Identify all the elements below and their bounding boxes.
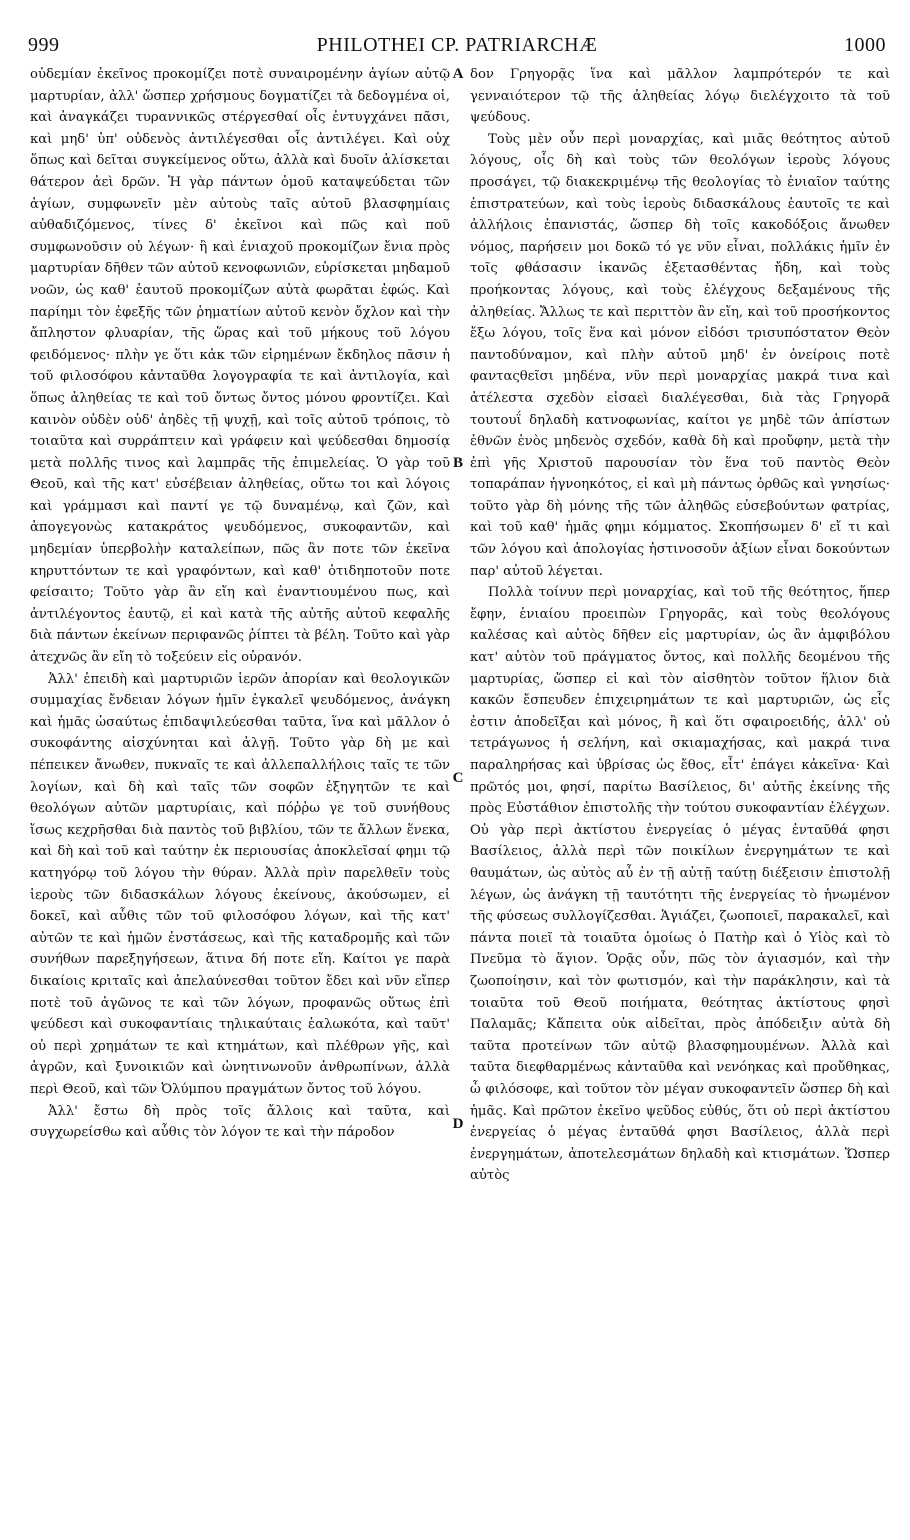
margin-letter-c: C [452, 770, 464, 786]
paragraph: Πολλὰ τοίνυν περὶ μοναρχίας, καὶ τοῦ τῆς θεότητος, ἥπερ ἔφην, ἑνιαίου προειπὼν Γρηγορᾶς, καὶ τοὺς θεολόγους καλέσας καὶ αὐτὸς δῆθεν εἰς μαρτυρίαν, ὡς ἂν ἀμφιβόλου κατ' αὐτὸν τοῦ πράγματος ὄντος, καὶ πολλῆς δεομένου τῆς μαρτυρίας, ὥσπερ εἰ καὶ τὸν αἰσθητὸν τοῦτον ἥλιον διὰ κακῶν ἔσπευδεν ἐπιχειρημάτων τε καὶ μαρτυριῶν, ὡς εἷς ἐστιν ἀποδεῖξαι καὶ μόνος, ἢ καὶ ὅτι σφαιροειδής, ἀλλ' οὐ τετράγωνος ἡ σελήνη, καὶ σκιαμαχήσας, καὶ μακρά τινα παραληρήσας καὶ ὑβρίσας ὡς ἔθος, εἶτ' ἐπάγει κἀκεῖνα· Καὶ πρῶτός μοι, φησί, παρίτω Βασίλειος, δι' αὐτῆς ἐκείνης τῆς πρὸς Εὐστάθιον ἐπιστολῆς τὴν τούτου συκοφαντίαν ἐλέγχων. Οὐ γὰρ περὶ ἀκτίστου ἐνεργείας ὁ μέγας ἐνταῦθά φησι Βασίλειος, ἀλλὰ περὶ τῶν ποικίλων ἐνεργημάτων τε καὶ θαυμάτων, ὡς αὐτὸς αὖ ἐν τῇ αὐτῇ ταύτῃ διέξεισιν ἐπιστολῇ λέγων, ὡς ἀνάγκη τῇ ταυτότητι τῆς ἐνεργείας τὸ ἡνωμένον τῆς φύσεως συλλογίζεσθαι. Ἁγιάζει, ζωοποιεῖ, παρακαλεῖ, καὶ πάντα ποιεῖ τὰ τοιαῦτα ὁμοίως ὁ Πατὴρ καὶ ὁ Υἱὸς καὶ τὸ Πνεῦμα τὸ ἅγιον. Ὁρᾷς οὖν, πῶς τὸν ἁγιασμόν, καὶ τὴν ζωοποίησιν, καὶ τὸν φωτισμόν, καὶ τὴν παράκλησιν, καὶ τὰ τοιαῦτα τοῦ Θεοῦ ποιήματα, θεότητας ἀκτίστους φησὶ Παλαμᾶς; Κἄπειτα οὐκ αἰδεῖται, πρὸς ἀπόδειξιν αὐτὰ δὴ ταῦτα προτείνων τῶν αὐτῷ βλασφημουμένων. Ἀλλὰ καὶ ταῦτα διεφθαρμένως κἀνταῦθα καὶ νενόηκας καὶ προὔθηκας, ὦ φιλόσοφε, καὶ τοῦτον τὸν μέγαν συκοφαντεῖν ὥσπερ δὴ καὶ ἡμᾶς. Καὶ πρῶτον ἐκεῖνο ψεῦδος εὐθύς, ὅτι οὐ περὶ ἀκτίστου ἐνεργείας ὁ μέγας ἐνταῦθά φησι Βασίλειος, ἀλλὰ περὶ ἐνεργημάτων, ἀποτελεσμάτων δηλαδὴ καὶ κτισμάτων. Ὥσπερ αὐτὸς [470, 585, 890, 1184]
paragraph: Τοὺς μὲν οὖν περὶ μοναρχίας, καὶ μιᾶς θεότητος αὐτοῦ λόγους, οἷς δὴ καὶ τοὺς τῶν θεολόγων ἱεροὺς λόγους προσάγει, τῷ διακεκριμένῳ τῆς θεολογίας τὸ ἑνιαῖον ταύτης ἐπιστρατεύων, καὶ τοὺς ἱεροὺς διδασκάλους ἑαυτοῖς τε καὶ ἀλλήλοις ἐπανιστάς, ὥσπερ δὴ τοῖς κακοδόξοις ἄνωθεν νόμος, παρήσειν μοι δοκῶ τό γε νῦν εἶναι, πολλάκις ἡμῖν ἐν τοῖς φθάσασιν ἱκανῶς ἐξετασθέντας ἤδη, καὶ τοὺς προήκοντας λόγους, καὶ τοὺς ἐλέγχους δεξαμένους τῆς ἀληθείας. Ἄλλως τε καὶ περιττὸν ἂν εἴη, καὶ τοῦ προσήκοντος ἔξω λόγου, τοῖς ἕνα καὶ μόνον εἰδόσι τρισυπόστατον Θεὸν παντοδύναμον, καὶ πλὴν αὐτοῦ μηδ' ἐν ὀνείροις ποτὲ φανταςθεῖσι μηδένα, νῦν περὶ μοναρχίας μακρά τινα καὶ ἀτέλεστα σχεδὸν εἰσαεὶ διαλέγεσθαι, διὰ τὰς Γρηγορᾶ τουτουΐ δηλαδὴ κατνοφωνίας, καίτοι γε μηδὲ τῶν ἀπίστων ἐθνῶν ἑνὸς μηδενὸς σχεδόν, καθὰ δὴ καὶ προὔφην, μετὰ τὴν ἐπὶ γῆς Χριστοῦ παρουσίαν τὸν ἕνα τοῦ παντὸς Θεὸν τοπαράπαν ἠγνοηκότος, εἰ καὶ μὴ πάντως ὀρθῶς καὶ γνησίως· τοῦτο γὰρ δὴ μόνης τῆς τῶν ἀληθῶς εὐσεβούντων φατρίας, καὶ τοῦ καθ' ἡμᾶς φημι κόμματος. Σκοπήσωμεν δ' εἴ τι καὶ τῶν λόγου καὶ ἀπολογίας ἡστινοσοῦν ἀξίων εἶναι δοκούντων παρ' αὐτοῦ λέγεται. [470, 131, 890, 579]
page-number-left: 999 [28, 34, 60, 56]
page-number-right: 1000 [844, 34, 886, 56]
left-text-column [30, 64, 450, 1519]
paragraph: Ἀλλ' ἐπειδὴ καὶ μαρτυριῶν ἱερῶν ἀπορίαν καὶ θεολογικῶν συμμαχίας ἔνδειαν λόγων ἡμῖν ἐγκαλεῖ ψευδόμενος, ἀνάγκη καὶ ἡμᾶς ὡσαύτως ἐπιδαψιλεύεσθαι ταῦτα, ἵνα καὶ μᾶλλον ὁ συκοφάντης αἰσχύνηται καὶ ἀλγῇ. Τοῦτο γὰρ δὴ με καὶ πέπεικεν ἄνωθεν, πυκναῖς τε καὶ ἀλλεπαλλήλοις ταῖς τε τῶν λογίων, καὶ δὴ καὶ ταῖς τῶν σοφῶν ἐξηγητῶν τε καὶ θεολόγων αὐτῶν μαρτυρίαις, καὶ πόῤῥω γε τοῦ συνήθους ἴσως κεχρῆσθαι διὰ παντὸς τοῦ βιβλίου, τῶν τε ἄλλων ἕνεκα, καὶ δὴ καὶ τοῦ καὶ ταύτην ἐκ περιουσίας ἀποκλεῖσαί φημι τῷ κατηγόρῳ τοῦ λόγου τὴν θύραν. Ἀλλὰ πρὶν παρελθεῖν τοὺς ἱεροὺς τῶν διδασκάλων λόγους ἐκείνους, ἀκούσωμεν, εἰ δοκεῖ, καὶ αὖθις τῶν τοῦ φιλοσόφου λόγων, καὶ τῆς κατ' αὐτῶν τε καὶ ἡμῶν ἐνστάσεως, καὶ τῆς καταδρομῆς καὶ τῶν συνήθων παρεξηγήσεων, ἅτινα δή ποτε εἴη. Καίτοι γε παρὰ δικαίοις κριταῖς καὶ ἀπελαύνεσθαι τοῦτον ἔδει καὶ νῦν εἴπερ ποτὲ τοῦ ἀγῶνος τε καὶ τῶν λόγων, προφανῶς οὕτως ἐπὶ ψεύδεσι καὶ συκοφαντίαις τηλικαύταις ἑαλωκότα, καὶ ταῦτ' οὐ περὶ χρημάτων τε καὶ κτημάτων, καὶ πλέθρων γῆς, καὶ ἀγρῶν, καὶ ξυνοικιῶν καὶ ὠνητινωνοῦν ἀνθρωπίνων, ἀλλὰ περὶ Θεοῦ, καὶ τῶν Ὀλύμπου πραγμάτων ὄντος τοῦ λόγου. [30, 671, 450, 1097]
paragraph: δον Γρηγορᾷς ἵνα καὶ μᾶλλον λαμπρότερόν τε καὶ γενναιότερον τῷ τῆς ἀληθείας λόγῳ διελέγχοιτο τὰ τοῦ ψεύδους. [470, 67, 890, 126]
running-title: PHILOTHEI CP. PATRIARCHÆ [316, 34, 598, 56]
paragraph: Ἀλλ' ἔστω δὴ πρὸς τοῖς ἄλλοις καὶ ταῦτα, καὶ συγχωρείσθω καὶ αὖθις τὸν λόγον τε καὶ τὴν πάροδον [30, 1103, 450, 1141]
margin-letter-d: D [452, 1116, 464, 1132]
margin-letter-a: A [452, 66, 464, 82]
paragraph: οὐδεμίαν ἐκεῖνος προκομίζει ποτὲ συναιρομένην ἁγίων αὐτῷ μαρτυρίαν, ἀλλ' ὥσπερ χρήσμους δογματίζει τὰ δεδογμένα οἱ, καὶ ἀναγκάζει τυραννικῶς στέργεσθαί οἷς ἐντυγχάνει πᾶσι, καὶ μηδ' ὑπ' οὐδενὸς ἀντιλέγεσθαι οἷς ἀντιλέγει. Καὶ οὐχ ὅπως καὶ δεῖται συγκείμενος οὕτω, ἀλλὰ καὶ δυοῖν ἁλίσκεται θάτερον ἀεὶ δρῶν. Ἡ γὰρ πάντων ὁμοῦ καταψεύδεται τῶν ἁγίων, συμφωνεῖν μὲν αὐτοὺς ταῖς αὐτοῦ βλασφημίαις αὐθαδιζόμενος, τίνες δ' ἐκεῖνοι καὶ πῶς καὶ ποῦ συμφωνοῦσιν οὐ λέγων· ἢ καὶ ἐνιαχοῦ προκομίζων ἔνια πρὸς μαρτυρίαν δῆθεν τῶν αὐτοῦ κενοφωνιῶν, εὑρίσκεται μηδαμοῦ νοῶν, ὡς καθ' ἑαυτοῦ προκομίζων αὐτὰ φωρᾶται ἐφώς. Καὶ παρίημι τὸν ἐφεξῆς τῶν ῥηματίων αὐτοῦ κενὸν ὄχλον καὶ τὴν ἄπληστον φλυαρίαν, τῆς ὥρας καὶ τοῦ μήκους τοῦ λόγου φειδόμενος· πλὴν γε ὅτι κἀκ τῶν εἰρημένων ἔκδηλος πᾶσιν ἡ τοῦ φιλοσόφου κἀνταῦθα λογογραφία τε καὶ ἀντιλογία, καὶ ὅπως ἀληθείας τε καὶ τοῦ ὄντως ὄντος μόνου φροντίζει. Καὶ καινὸν οὐδὲν οὐδ' ἀηδὲς τῇ ψυχῇ, καὶ τοῖς αὐτοῦ τρόποις, τὸ τοιαῦτα καὶ συρράπτειν καὶ γράφειν καὶ ψεύδεσθαι δημοσίᾳ μετὰ πολλῆς τινος καὶ λαμπρᾶς τῆς ἐπιμελείας. Ὁ γὰρ τοῦ Θεοῦ, καὶ τῆς κατ' εὐσέβειαν ἀληθείας, οὕτω τοι καὶ λόγοις καὶ γράμμασι καὶ παντί γε τῷ δυναμένῳ, καὶ ζῶν, καὶ ἀπογεγονὼς κατακράτος ψευδόμενος, συκοφαντῶν, καὶ μηδεμίαν ὑπερβολὴν καταλείπων, πῶς ἂν ποτε τῶν ἐκεῖνα κηρυττόντων τε καὶ γραφόντων, καὶ καθ' ὁτιδηποτοῦν ποτε φείσαιτο; Τοῦτο γὰρ ἂν εἴη καὶ ἐναντιουμένου πως, καὶ ἀντιλέγοντος ἑαυτῷ, εἰ καὶ κατὰ τῆς αὐτῆς αὐτοῦ κεφαλῆς διὰ πάντων ἐκείνων περιφανῶς ῥίπτει τὰ βέλη. Τοῦτο καὶ γὰρ ἀτεχνῶς ἂν εἴη τὸ τοξεύειν εἰς οὐρανόν. [30, 67, 450, 666]
right-text-column [470, 64, 890, 1519]
page-header [28, 34, 886, 60]
margin-letter-b: B [452, 455, 463, 471]
